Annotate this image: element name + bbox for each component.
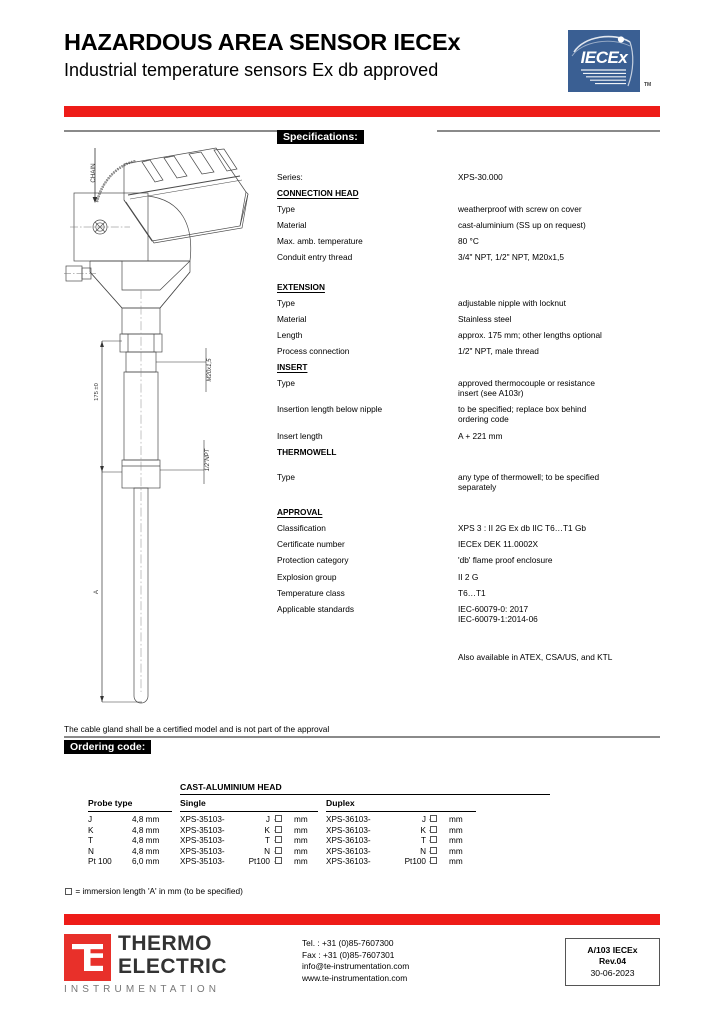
cell-probe-type: T	[88, 836, 94, 846]
cell-probe-type: K	[88, 825, 94, 835]
immersion-box-icon[interactable]	[430, 826, 437, 833]
table-row	[88, 847, 538, 858]
spec-value: 3/4" NPT, 1/2" NPT, M20x1,5	[458, 252, 564, 263]
spec-label: THERMOWELL	[277, 446, 337, 457]
ordering-code-section-bar	[64, 740, 660, 754]
cell-diameter: 4,8 mm	[132, 846, 160, 856]
spec-label: Material	[277, 220, 307, 231]
spec-gap	[277, 269, 660, 282]
te-wordmark-line2: ELECTRIC	[118, 955, 227, 978]
te-wordmark-line1: THERMO	[118, 932, 212, 955]
svg-text:CHAIN: CHAIN	[90, 163, 97, 183]
spec-value: cast-aluminium (SS up on request)	[458, 220, 586, 231]
spec-value: Also available in ATEX, CSA/US, and KTL	[458, 652, 613, 663]
contact-line[interactable]: info@te-instrumentation.com	[302, 961, 410, 972]
specifications-section-bar	[277, 130, 660, 144]
spec-row	[277, 378, 660, 404]
spec-label: Type	[277, 297, 295, 308]
page-subtitle: Industrial temperature sensors Ex db approved	[64, 60, 439, 80]
spec-label: Insert length	[277, 430, 323, 441]
col-header-single: Single	[180, 798, 206, 808]
spec-label: Protection category	[277, 555, 349, 566]
head-cone	[90, 261, 190, 334]
cell-duplex-type: J	[421, 815, 426, 824]
te-monogram-icon	[64, 934, 111, 981]
cell-duplex-unit: mm	[449, 846, 463, 856]
spec-row	[277, 220, 660, 236]
page-title: HAZARDOUS AREA SENSOR IECEx	[64, 29, 461, 55]
contact-details	[302, 938, 409, 984]
contact-line[interactable]: www.te-instrumentation.com	[302, 972, 408, 983]
svg-text:IECEx: IECEx	[580, 48, 628, 67]
ordering-code-bar-label: Ordering code:	[64, 740, 151, 754]
spec-label: Classification	[277, 523, 326, 534]
chain-callout	[90, 148, 97, 203]
spec-value: 'db' flame proof enclosure	[458, 555, 553, 566]
immersion-box-icon[interactable]	[430, 836, 437, 843]
spec-row	[277, 314, 660, 330]
cell-single-unit: mm	[294, 825, 308, 835]
cell-single-type: N	[264, 846, 270, 856]
spec-row	[277, 523, 660, 539]
spec-label: EXTENSION	[277, 281, 325, 292]
ordering-group-rule	[180, 794, 550, 795]
spec-value: to be specified; replace box behind ordering code	[458, 404, 587, 425]
specifications-list	[277, 172, 660, 668]
revision-doc: A/103 IECEx	[587, 944, 638, 955]
cell-duplex-type: Pt100	[404, 857, 426, 867]
spec-value: T6…T1	[458, 587, 486, 598]
spec-label: CONNECTION HEAD	[277, 188, 359, 199]
dimension-immersion-length	[93, 472, 142, 702]
cell-single-code: XPS-35103-	[180, 857, 225, 867]
spec-row	[277, 604, 660, 630]
immersion-box-icon[interactable]	[275, 847, 282, 854]
spec-label: Explosion group	[277, 571, 337, 582]
spec-value: IECEx DEK 11.0002X	[458, 539, 539, 550]
cell-diameter: 4,8 mm	[132, 825, 160, 835]
spec-label: Certificate number	[277, 539, 345, 550]
dimension-extension-length	[94, 341, 122, 472]
svg-text:A: A	[93, 589, 100, 595]
spec-label: Insertion length below nipple	[277, 404, 383, 415]
cell-duplex-type: T	[420, 836, 426, 846]
immersion-box-icon[interactable]	[430, 815, 437, 822]
spec-row	[277, 431, 660, 447]
immersion-box-icon[interactable]	[275, 815, 282, 822]
cell-duplex-code: XPS-36103-	[326, 836, 371, 846]
spec-value: 1/2" NPT, male thread	[458, 345, 539, 356]
immersion-box-icon	[65, 888, 72, 895]
callout-npt-thread	[160, 440, 211, 484]
specifications-bar-label: Specifications:	[277, 130, 364, 144]
cell-duplex-code: XPS-36103-	[326, 815, 371, 824]
te-wordmark	[118, 932, 227, 978]
cell-single-code: XPS-35103-	[180, 825, 225, 835]
probe-stem	[134, 488, 148, 703]
spec-row	[277, 539, 660, 555]
specifications-bar-left-rule	[64, 130, 277, 144]
spec-value: approved thermocouple or resistance insert (see A103r)	[458, 378, 595, 399]
spec-row	[277, 204, 660, 220]
spec-row	[277, 298, 660, 314]
ordering-group-header: CAST-ALUMINIUM HEAD	[180, 782, 282, 792]
spec-row	[277, 588, 660, 604]
cell-duplex-unit: mm	[449, 857, 463, 867]
spec-gap	[277, 498, 660, 507]
cell-single-type: Pt100	[248, 857, 270, 867]
spec-gap	[277, 630, 660, 652]
header-red-rule	[64, 106, 660, 117]
cell-single-unit: mm	[294, 836, 308, 846]
spec-value: approx. 175 mm; other lengths optional	[458, 329, 602, 340]
ordering-column-headers	[88, 798, 538, 813]
cell-duplex-unit: mm	[449, 815, 463, 824]
spec-row	[277, 282, 660, 298]
contact-line: Tel. : +31 (0)85-7607300	[302, 938, 394, 948]
spec-row	[277, 472, 660, 498]
table-row	[88, 815, 538, 826]
ordering-legend	[64, 886, 243, 896]
spec-row	[277, 572, 660, 588]
iecex-logo-icon	[568, 30, 640, 92]
col-header-probe-type: Probe type	[88, 798, 133, 808]
spec-label: Type	[277, 378, 295, 389]
cell-duplex-code: XPS-36103-	[326, 825, 371, 835]
cell-duplex-code: XPS-36103-	[326, 857, 371, 867]
cell-probe-type: Pt 100	[88, 857, 112, 867]
spec-row	[277, 188, 660, 204]
spec-label: Series:	[277, 172, 303, 182]
spec-gap	[277, 463, 660, 472]
spec-label: Temperature class	[277, 587, 345, 598]
cell-duplex-unit: mm	[449, 825, 463, 835]
spec-row	[277, 404, 660, 430]
cell-diameter: 6,0 mm	[132, 857, 160, 867]
footer-red-rule	[64, 914, 660, 925]
cell-diameter: 4,8 mm	[132, 815, 160, 824]
thermo-electric-logo	[64, 932, 229, 1002]
ordering-legend-text: = immersion length 'A' in mm (to be specified)	[75, 886, 243, 896]
spec-row	[277, 172, 660, 188]
cell-single-code: XPS-35103-	[180, 836, 225, 846]
spec-label: Type	[277, 471, 295, 482]
table-row	[88, 857, 538, 868]
spec-value: Stainless steel	[458, 313, 512, 324]
spec-label: INSERT	[277, 362, 308, 373]
immersion-box-icon[interactable]	[275, 857, 282, 864]
spec-value: weatherproof with screw on cover	[458, 204, 582, 215]
spec-label: APPROVAL	[277, 507, 323, 518]
spec-row	[277, 346, 660, 362]
spec-row	[277, 236, 660, 252]
spec-row	[277, 652, 660, 668]
cell-duplex-type: K	[420, 825, 426, 835]
immersion-box-icon[interactable]	[430, 857, 437, 864]
cover-screw-icon	[70, 220, 130, 234]
svg-text:1/2"NPT: 1/2"NPT	[205, 448, 211, 472]
immersion-box-icon[interactable]	[430, 847, 437, 854]
ordering-rows	[88, 815, 538, 868]
svg-text:175 ±0: 175 ±0	[94, 383, 100, 401]
spec-value: II 2 G	[458, 571, 479, 582]
spec-label: Length	[277, 329, 303, 340]
table-row	[88, 826, 538, 837]
contact-line: Fax : +31 (0)85-7607301	[302, 949, 395, 960]
cell-single-unit: mm	[294, 846, 308, 856]
spec-label: Type	[277, 204, 295, 215]
cell-diameter: 4,8 mm	[132, 836, 160, 846]
spec-value: any type of thermowell; to be specified separately	[458, 471, 600, 492]
spec-label: Applicable standards	[277, 603, 355, 614]
spec-label: Max. amb. temperature	[277, 236, 363, 247]
col-header-duplex: Duplex	[326, 798, 355, 808]
spec-value: IEC-60079-0: 2017 IEC-60079-1:2014-06	[458, 603, 538, 624]
cell-single-type: J	[265, 815, 270, 824]
revision-box	[565, 938, 660, 986]
callout-m20-thread	[156, 348, 213, 392]
cell-duplex-code: XPS-36103-	[326, 846, 371, 856]
cell-single-unit: mm	[294, 857, 308, 867]
spec-value: A + 221 mm	[458, 430, 503, 441]
cell-single-type: K	[264, 825, 270, 835]
cell-duplex-unit: mm	[449, 836, 463, 846]
approval-note: The cable gland shall be a certified model and is not part of the approval	[64, 724, 330, 734]
table-row	[88, 836, 538, 847]
immersion-box-icon[interactable]	[275, 836, 282, 843]
revision-date: 30-06-2023	[590, 967, 635, 978]
spec-value: adjustable nipple with locknut	[458, 297, 566, 308]
connection-head-cover	[124, 148, 248, 243]
iecex-trademark-icon: TM	[644, 82, 652, 88]
cell-single-unit: mm	[294, 815, 308, 824]
cell-single-code: XPS-35103-	[180, 846, 225, 856]
spec-row	[277, 330, 660, 346]
spec-row	[277, 555, 660, 571]
cell-probe-type: J	[88, 815, 93, 824]
spec-value: XPS 3 : II 2G Ex db IIC T6…T1 Gb	[458, 523, 587, 534]
cable-entry	[64, 266, 98, 281]
svg-text:M20x1,5: M20x1,5	[207, 358, 213, 382]
immersion-box-icon[interactable]	[275, 826, 282, 833]
sensor-technical-drawing	[64, 140, 269, 715]
spec-label: Material	[277, 313, 307, 324]
cell-single-code: XPS-35103-	[180, 815, 225, 824]
spec-value: 80 °C	[458, 236, 479, 247]
cell-duplex-type: N	[420, 846, 426, 856]
cell-probe-type: N	[88, 846, 94, 856]
revision-number: Rev.04	[598, 956, 627, 967]
te-wordmark-line3: INSTRUMENTATION	[64, 984, 221, 995]
cell-single-type: T	[264, 836, 270, 846]
spec-row	[277, 447, 660, 463]
spec-row	[277, 507, 660, 523]
spec-label: Process connection	[277, 345, 350, 356]
spec-row	[277, 362, 660, 378]
spec-label: Conduit entry thread	[277, 252, 353, 263]
spec-value: XPS-30.000	[458, 172, 503, 182]
spec-row	[277, 252, 660, 268]
